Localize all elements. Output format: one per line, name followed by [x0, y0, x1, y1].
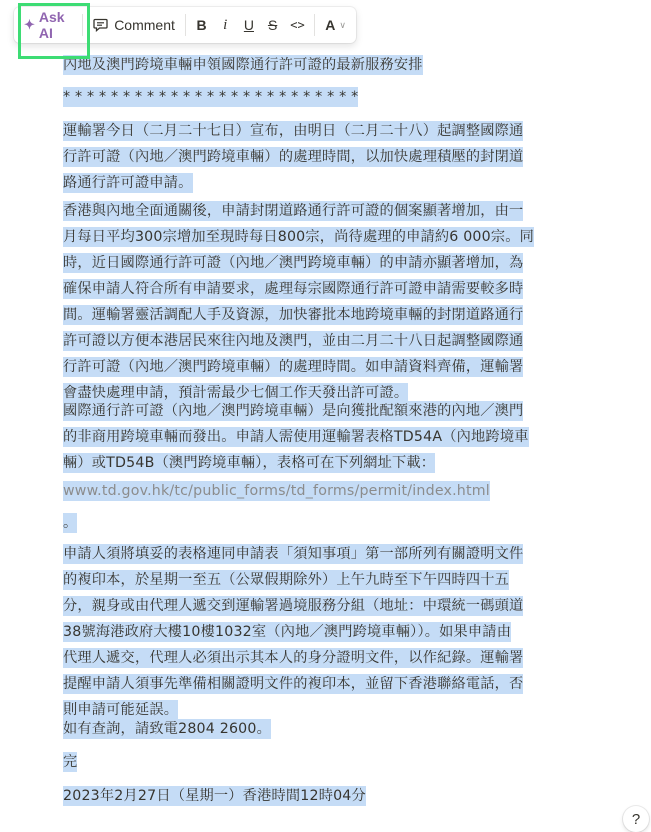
enquiry-line[interactable]: 如有查詢，請致電2804 2600。 — [63, 721, 272, 737]
toolbar-divider — [82, 14, 83, 36]
form-download-link[interactable]: www.td.gov.hk/tc/public_forms/td_forms/permit/index.html — [63, 483, 490, 499]
code-button[interactable]: <> — [290, 18, 305, 32]
paragraph-announcement[interactable]: 運輸署今日（二月二十七日）宣布，由明日（二月二十八）起調整國際通 行許可證（內地／澳門跨境車輛）的處理時間，以加快處理積壓的封閉道 路通行許可證申請。 — [63, 123, 524, 191]
period-line[interactable]: 。 — [63, 515, 78, 531]
paragraph-submission[interactable]: 申請人須將填妥的表格連同申請表「須知事項」第一部所列有關證明文件 的複印本，於星期一至五（公眾假期除外）上午九時至下午四時四十五 分，親身或由代理人遞交到運輸署過境服務分組（地址：中環統一碼頭道 38號海港政府大樓10樓1032室（內地／澳門跨境車輛））。如果申請由 代理人遞交，代理人必須出示其本人的身分證明文件，以作紀錄。運輸署 提醒申請人須事先準備相關證明文件的複印本，並留下香港聯絡電話，否 則申請可能延誤。 — [63, 546, 524, 718]
document-title[interactable]: 內地及澳門跨境車輛申領國際通行許可證的最新服務安排 — [63, 57, 423, 73]
end-marker[interactable]: 完 — [63, 754, 78, 770]
strikethrough-button[interactable]: S — [267, 17, 278, 33]
paragraph-background[interactable]: 香港與內地全面通關後，申請封閉道路通行許可證的個案顯著增加，由一 月每日平均300宗增加至現時每日800宗，尚待處理的申請約6 000宗。同 時，近日國際通行許可證（內地／澳門跨境車輛）的申請亦顯著增加，為 確保申請人符合所有申請要求，處理每宗國際通行許可證申請需要較多時 間。運輸署靈活調配人手及資源，加快審批本地跨境車輛的封閉道路通行 許可證以方便本港居民來往內地及澳門，並由二月二十八日起調整國際通 行許可證（內地／澳門跨境車輛）的處理時間。如申請資料齊備，運輸署 會盡快處理申請，預計需最少七個工作天發出許可證。 — [63, 203, 535, 401]
sparkle-icon: ✦ — [24, 17, 35, 32]
paragraph-permit-info[interactable]: 國際通行許可證（內地／澳門跨境車輛）是向獲批配額來港的內地／澳門 的非商用跨境車輛而發出。申請人需使用運輸署表格TD54A（內地跨境車 輛）或TD54B（澳門跨境車輛），表格可在下列網址下載： — [63, 403, 529, 471]
comment-icon — [93, 18, 108, 32]
comment-label: Comment — [114, 17, 175, 33]
chevron-down-icon: ∨ — [339, 19, 346, 30]
toolbar-divider — [314, 14, 315, 36]
underline-button[interactable]: U — [243, 17, 254, 33]
ask-ai-button[interactable] — [18, 11, 78, 39]
bold-button[interactable]: B — [196, 17, 207, 33]
italic-button[interactable]: i — [223, 16, 228, 33]
divider-stars[interactable]: * * * * * * * * * * * * * * * * * * * * * * * * * — [63, 89, 359, 105]
text-color-label: A — [325, 17, 336, 33]
text-color-button[interactable] — [319, 11, 352, 39]
help-button[interactable]: ? — [623, 806, 649, 832]
toolbar-divider — [185, 14, 186, 36]
ask-ai-label: Ask AI — [38, 9, 65, 41]
comment-button[interactable] — [87, 11, 181, 39]
formatting-toolbar — [14, 7, 356, 43]
publish-datetime[interactable]: 2023年2月27日（星期一）香港時間12時04分 — [63, 788, 366, 804]
